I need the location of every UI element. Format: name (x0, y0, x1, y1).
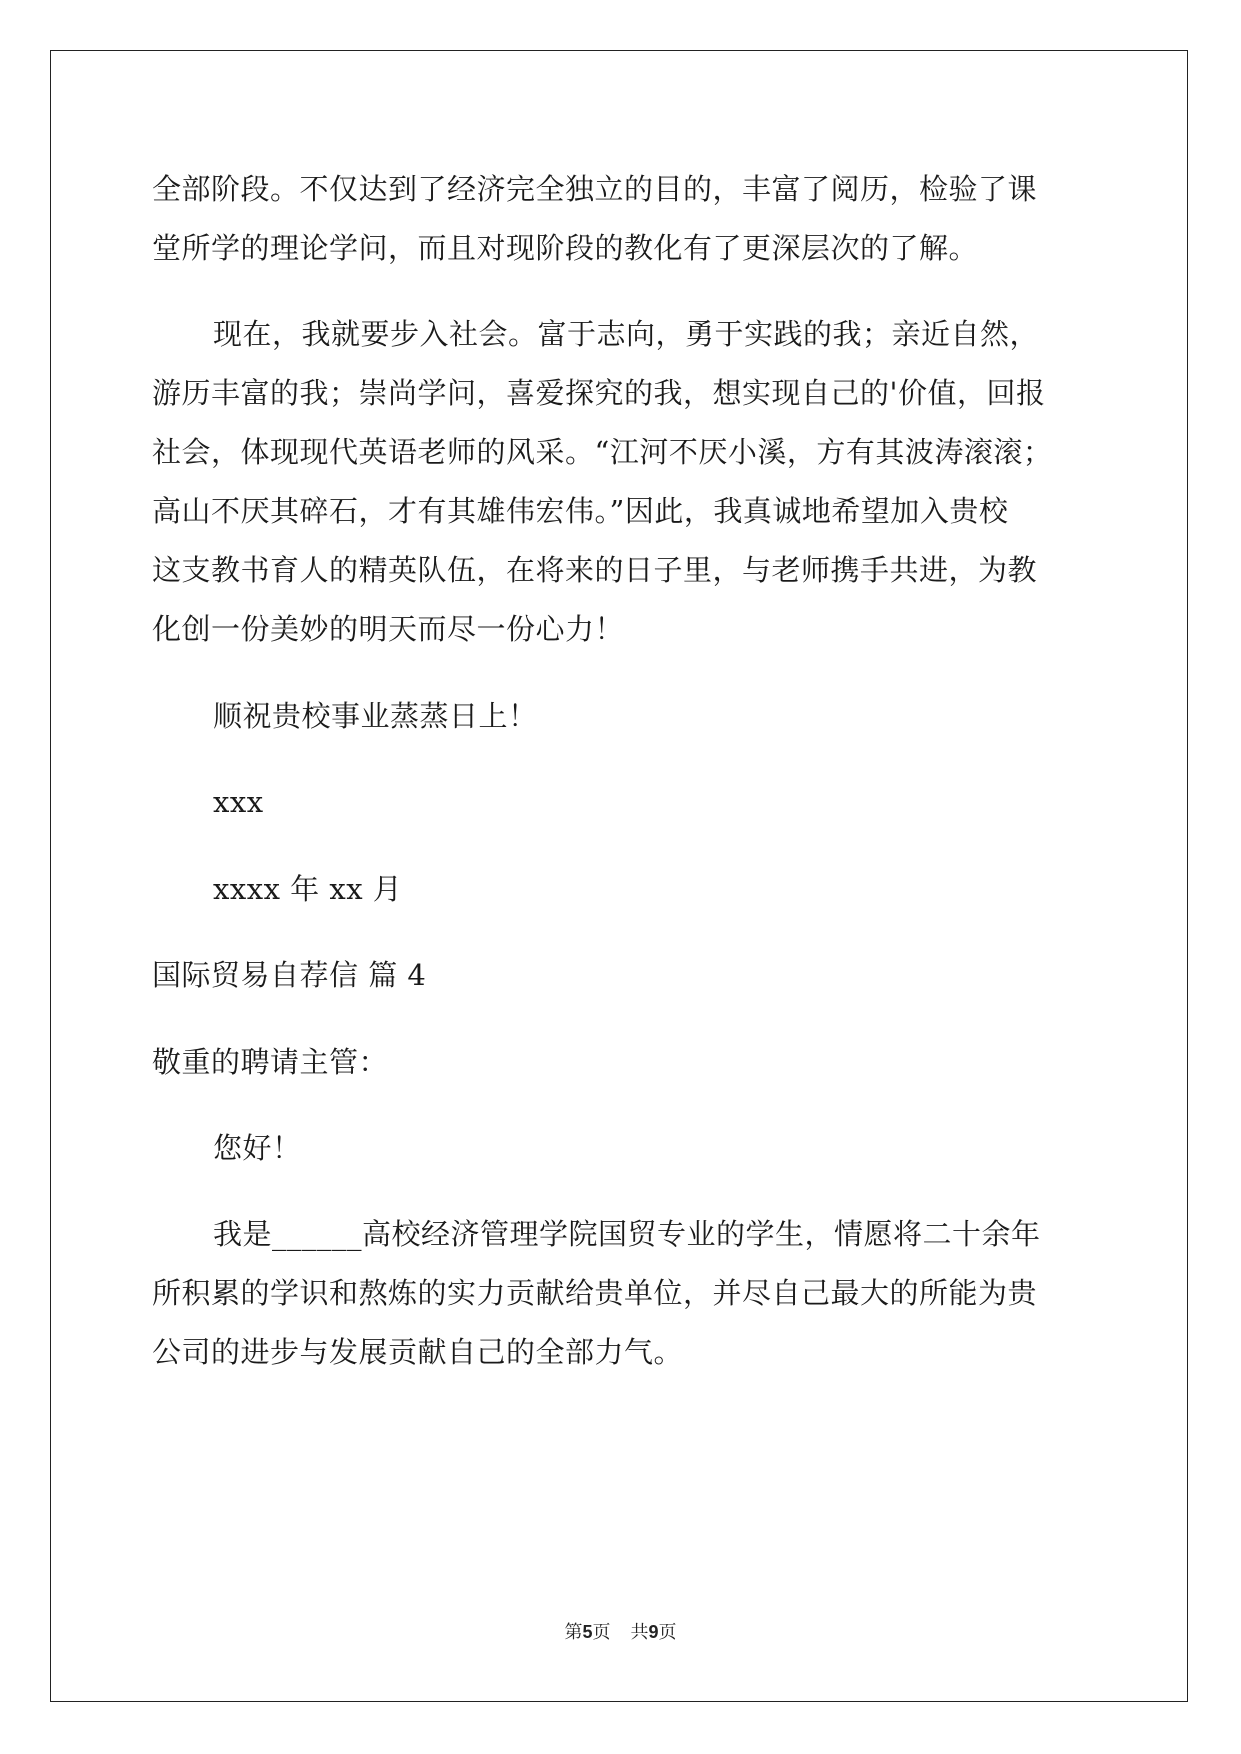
page-suffix: 页 (592, 1622, 611, 1643)
paragraph-line: 公司的进步与发展贡献自己的全部力气。 (152, 1335, 684, 1369)
paragraph-line: 化创一份美妙的明天而尽一份心力！ (152, 612, 625, 646)
signature-date: xxxx 年 xx 月 (213, 872, 403, 906)
total-prefix: 共 (630, 1622, 649, 1643)
greeting: 您好！ (213, 1131, 302, 1165)
paragraph-line: 高山不厌其碎石，才有其雄伟宏伟。”因此，我真诚地希望加入贵校 (152, 494, 1009, 528)
page-footer (0, 1621, 1241, 1644)
paragraph-line: 所积累的学识和熬炼的实力贡献给贵单位，并尽自己最大的所能为贵 (152, 1276, 1038, 1310)
total-pages-number: 9 (648, 1622, 659, 1642)
salutation: 敬重的聘请主管： (152, 1045, 389, 1079)
section-heading: 国际贸易自荐信 篇 4 (152, 958, 427, 992)
current-page-number: 5 (582, 1622, 593, 1642)
signature-name: xxx (213, 785, 264, 819)
paragraph-line: 这支教书育人的精英队伍，在将来的日子里，与老师携手共进，为教 (152, 553, 1038, 587)
paragraph-line: 堂所学的理论学问，而且对现阶段的教化有了更深层次的了解。 (152, 231, 979, 265)
paragraph-line: 游历丰富的我；崇尚学问，喜爱探究的我，想实现自己的'价值，回报 (152, 376, 1046, 410)
paragraph-line: 现在，我就要步入社会。富于志向，勇于实践的我；亲近自然， (213, 317, 1040, 351)
paragraph-line: 社会，体现现代英语老师的风采。“江河不厌小溪，方有其波涛滚滚； (152, 435, 1053, 469)
total-suffix: 页 (658, 1622, 677, 1643)
closing-wish: 顺祝贵校事业蒸蒸日上！ (213, 699, 538, 733)
page-prefix: 第 (564, 1622, 583, 1643)
paragraph-line: 全部阶段。不仅达到了经济完全独立的目的，丰富了阅历，检验了课 (152, 172, 1038, 206)
paragraph-line: 我是______高校经济管理学院国贸专业的学生，情愿将二十余年 (213, 1217, 1041, 1251)
